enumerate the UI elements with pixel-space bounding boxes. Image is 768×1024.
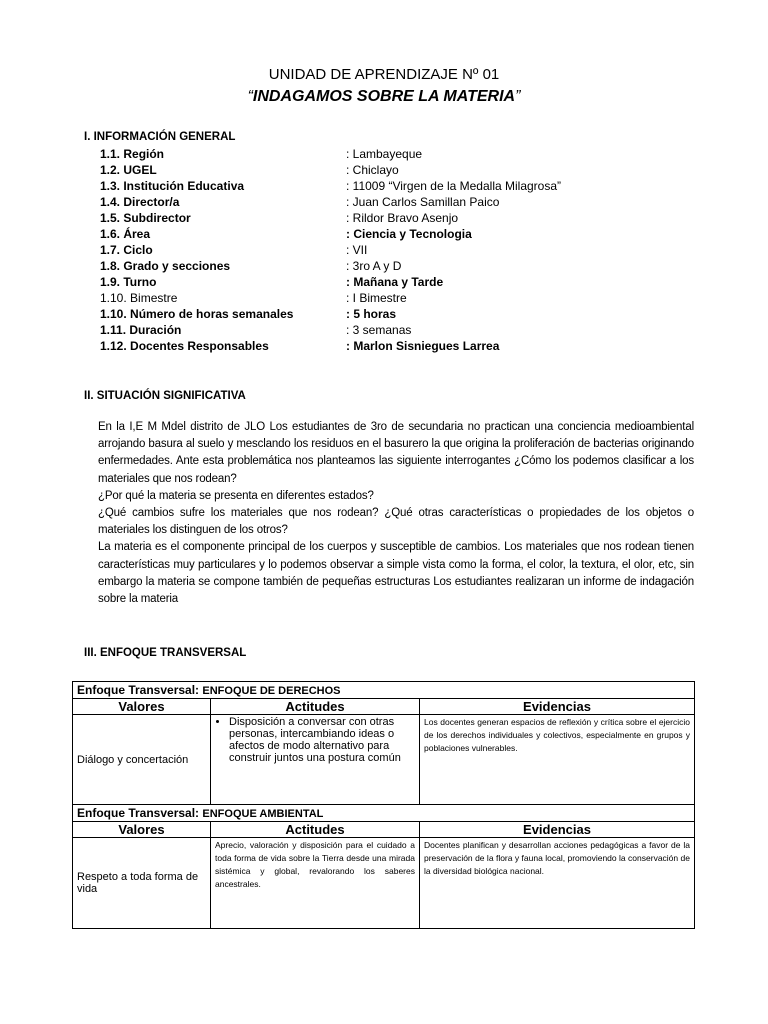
info-label: 1.1. Región	[100, 147, 165, 161]
info-row	[100, 323, 660, 339]
info-row	[100, 339, 660, 355]
situation-text	[98, 419, 694, 608]
info-row	[100, 243, 660, 259]
info-value: : Lambayeque	[346, 147, 423, 161]
evidencia-cell: Docentes planifican y desarrollan acciones pedagógicas a favor de la preservación de la flora y fauna local, promoviendo la conservación de la diversidad biológica nacional.	[420, 838, 695, 929]
general-info-list	[100, 147, 660, 355]
info-label: 1.10. Número de horas semanales	[100, 307, 294, 321]
column-header-evidencias: Evidencias	[420, 699, 695, 715]
transversal-table	[72, 681, 695, 929]
info-label: 1.9. Turno	[100, 275, 157, 289]
info-label: 1.7. Ciclo	[100, 243, 153, 257]
info-label: 1.3. Institución Educativa	[100, 179, 245, 193]
info-value: : Marlon Sisniegues Larrea	[346, 339, 500, 353]
info-label: 1.2. UGEL	[100, 163, 157, 177]
column-header-valores: Valores	[73, 699, 211, 715]
info-label: 1.4. Director/a	[100, 195, 180, 209]
info-label: 1.12. Docentes Responsables	[100, 339, 269, 353]
actitud-item: • Disposición a conversar con otras personas, intercambiando ideas o afectos de modo alternativo para construir juntos una postura común	[229, 716, 415, 764]
section-heading-general-info: I. INFORMACIÓN GENERAL	[84, 131, 236, 143]
evidencia-cell: Los docentes generan espacios de reflexión y crítica sobre el ejercicio de los derechos individuales y colectivos, especialmente en grupos y poblaciones vulnerables.	[420, 715, 695, 805]
document-title: UNIDAD DE APRENDIZAJE Nº 01	[268, 66, 500, 83]
info-label: 1.10. Bimestre	[100, 291, 178, 305]
quote-open: “	[247, 88, 253, 105]
enfoque-label: Enfoque Transversal:	[77, 806, 200, 820]
info-label: 1.8. Grado y secciones	[100, 259, 231, 273]
info-value: : Juan Carlos Samillan Paico	[346, 195, 500, 209]
info-row	[100, 195, 660, 211]
info-value: : VII	[346, 243, 368, 257]
info-row	[100, 259, 660, 275]
info-value: : Ciencia y Tecnologia	[346, 227, 472, 241]
quote-close: ”	[515, 88, 521, 105]
info-row	[100, 275, 660, 291]
info-row	[100, 227, 660, 243]
info-value: : 3ro A y D	[346, 259, 402, 273]
info-value: : Mañana y Tarde	[346, 275, 444, 289]
info-row	[100, 163, 660, 179]
info-value: : 3 semanas	[346, 323, 412, 337]
info-value: : Rildor Bravo Asenjo	[346, 211, 459, 225]
info-value: : I Bimestre	[346, 291, 407, 305]
enfoque-label: Enfoque Transversal:	[77, 683, 200, 697]
actitud-cell	[211, 715, 420, 805]
info-row	[100, 147, 660, 163]
info-value: : 5 horas	[346, 307, 397, 321]
info-label: 1.11. Duración	[100, 323, 182, 337]
info-row	[100, 307, 660, 323]
document-subtitle	[0, 88, 768, 106]
column-header-evidencias: Evidencias	[420, 822, 695, 838]
actitud-cell: Aprecio, valoración y disposición para el cuidado a toda forma de vida sobre la Tierra desde una mirada sistémica y global, revalorando los saberes ancestrales.	[211, 838, 420, 929]
column-header-valores: Valores	[73, 822, 211, 838]
section-heading-transversal: III. ENFOQUE TRANSVERSAL	[84, 647, 247, 659]
info-value: : 11009 “Virgen de la Medalla Milagrosa”	[346, 179, 562, 193]
column-header-actitudes: Actitudes	[211, 699, 420, 715]
info-row	[100, 291, 660, 307]
situation-paragraph: La materia es el componente principal de los cuerpos y susceptible de cambios. Los materiales que nos rodean tienen características muy particulares y lo podemos observar a simple vista como la forma, el color, la textura, el olor, etc, sin embargo la materia se compone también de pequeñas estructuras Los estudiantes realizaran un informe de indagación sobre la materia	[98, 541, 694, 606]
situation-paragraph: En la I,E M Mdel distrito de JLO Los estudiantes de 3ro de secundaria no practican una conciencia medioambiental arrojando basura al suelo y mesclando los residuos en el basurero la que origina la proliferación de bacterias originando enfermedades. Ante esta problemática nos planteamos las siguiente interrogantes ¿Cómo los podemos clasificar a los materiales que nos rodean?	[98, 421, 694, 485]
situation-paragraph: ¿Por qué la materia se presenta en diferentes estados?	[98, 489, 374, 502]
info-label: 1.6. Área	[100, 227, 151, 241]
info-label: 1.5. Subdirector	[100, 211, 191, 225]
info-row	[100, 211, 660, 227]
info-row	[100, 179, 660, 195]
section-heading-situation: II. SITUACIÓN SIGNIFICATIVA	[84, 390, 246, 402]
column-header-actitudes: Actitudes	[211, 822, 420, 838]
situation-paragraph: ¿Qué cambios sufre los materiales que nos rodean? ¿Qué otras características o propiedades de los objetos o materiales los distinguen de los otros?	[98, 507, 694, 537]
enfoque-name: ENFOQUE DE DERECHOS	[202, 685, 341, 697]
valor-cell: Diálogo y concertación	[73, 715, 211, 805]
actitud-list	[215, 716, 415, 764]
enfoque-header-row	[73, 805, 695, 822]
info-value: : Chiclayo	[346, 163, 399, 177]
enfoque-header-row	[73, 682, 695, 699]
subtitle-text: INDAGAMOS SOBRE LA MATERIA	[252, 88, 516, 105]
enfoque-name: ENFOQUE AMBIENTAL	[202, 808, 324, 820]
valor-cell: Respeto a toda forma de vida	[73, 838, 211, 929]
